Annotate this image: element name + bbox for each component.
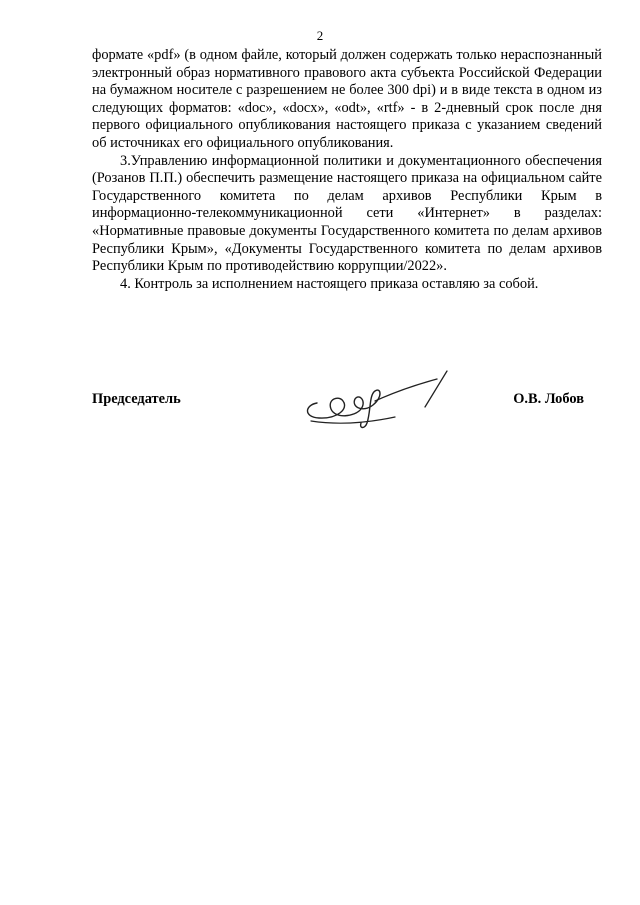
- signer-name: О.В. Лобов: [513, 391, 584, 407]
- signature-block: [92, 365, 602, 435]
- signer-title: Председатель: [92, 391, 181, 407]
- document-body: [92, 47, 602, 293]
- paragraph-continuation: формате «pdf» (в одном файле, который должен содержать только нераспознанный электронный образ нормативного правового акта субъекта Российской Федерации на бумажном носителе с разрешением не более 300 dpi) и в виде текста в одном из следующих форматов: «doc», «docx», «odt», «rtf» - в 2-дневный срок после дня первого официального опубликования настоящего приказа с указанием сведений об источниках его официального опубликования.: [92, 47, 602, 151]
- handwritten-signature: [297, 365, 467, 435]
- paragraph-item-4: 4. Контроль за исполнением настоящего приказа оставляю за собой.: [120, 275, 539, 292]
- paragraph-item-3: 3.Управлению информационной политики и документационного обеспечения (Розанов П.П.) обеспечить размещение настоящего приказа на официальном сайте Государственного комитета по делам архивов Республики Крым в информационно-телекоммуникационной сети «Интернет» в разделах: «Нормативные правовые документы Государственного комитета по делам архивов Республики Крым», «Документы Государственного комитета по делам архивов Республики Крым по противодействию коррупции/2022».: [92, 152, 602, 275]
- page-number: 2: [316, 28, 324, 43]
